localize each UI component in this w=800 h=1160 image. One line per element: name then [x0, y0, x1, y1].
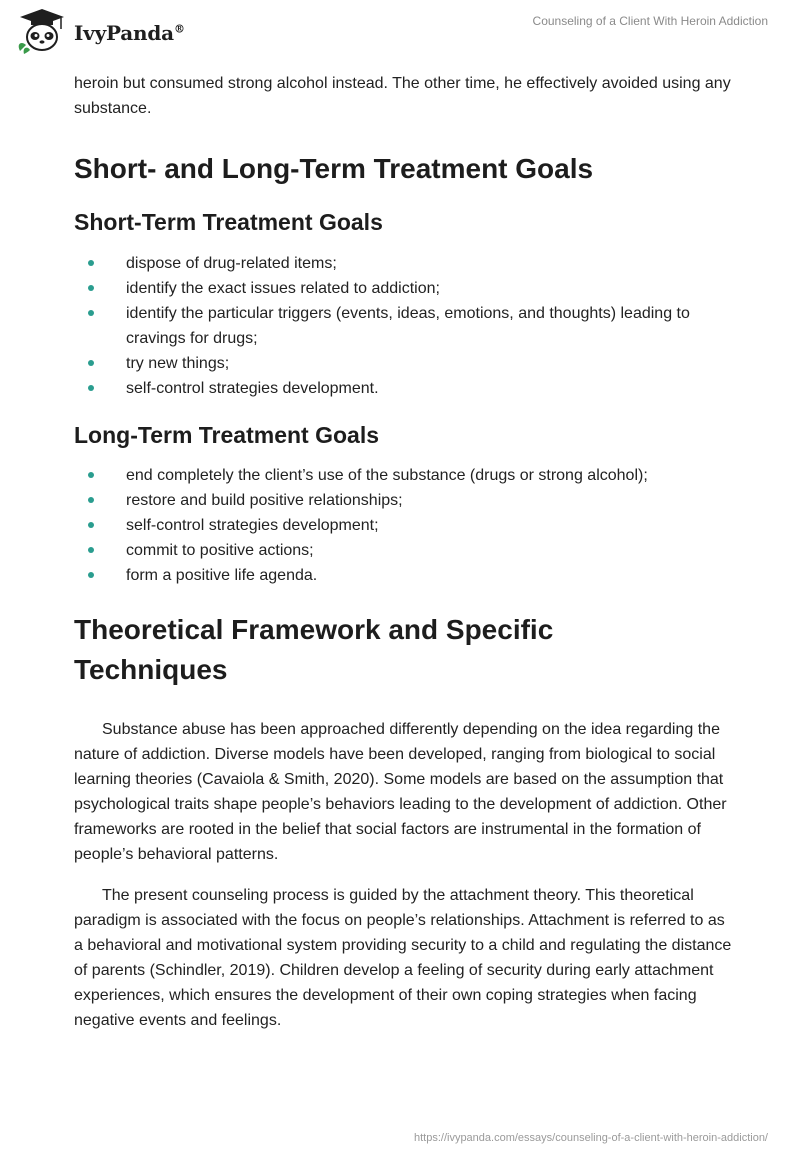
bullet-icon [88, 360, 94, 366]
bullet-icon [88, 497, 94, 503]
list-item: restore and build positive relationships; [74, 488, 734, 513]
list-item: dispose of drug-related items; [74, 251, 734, 276]
subheading-long-term: Long-Term Treatment Goals [74, 422, 380, 448]
list-item: self-control strategies development; [74, 513, 734, 538]
document-title: Counseling of a Client With Heroin Addiction [532, 14, 768, 28]
list-item: identify the particular triggers (events, ideas, emotions, and thoughts) leading to cravings for drugs; [74, 301, 734, 351]
short-term-goals-list [74, 251, 734, 401]
body-paragraph: The present counseling process is guided by the attachment theory. This theoretical paradigm is associated with the focus on people’s relationships. Attachment is referred to as a behavioral and motivational system providing security to a child and regulating the distance of parents (Schindler, 2019). Children develop a feeling of security during early attachment experiences, which ensures the development of their own coping strategies when facing negative events and feelings. [74, 887, 732, 1029]
body-paragraph: Substance abuse has been approached differently depending on the idea regarding the nature of addiction. Diverse models have been developed, ranging from biological to social learning theories (Cavaiola & Smith, 2020). Some models are based on the assumption that psychological traits shape people’s behaviors leading to the development of addiction. Other frameworks are rooted in the belief that social factors are instrumental in the formation of people’s behavioral patterns. [74, 721, 727, 863]
section-heading-framework: Theoretical Framework and Specific Techniques [74, 614, 554, 685]
list-item: self-control strategies development. [74, 376, 734, 401]
subheading-short-term: Short-Term Treatment Goals [74, 209, 383, 235]
list-item: commit to positive actions; [74, 538, 734, 563]
bullet-icon [88, 385, 94, 391]
article-body [74, 71, 734, 1033]
panda-graduate-icon [14, 7, 70, 57]
list-item: identify the exact issues related to addiction; [74, 276, 734, 301]
section-heading-goals: Short- and Long-Term Treatment Goals [74, 153, 594, 184]
bullet-icon [88, 310, 94, 316]
long-term-goals-list [74, 463, 734, 588]
bullet-icon [88, 285, 94, 291]
bullet-icon [88, 547, 94, 553]
list-item: try new things; [74, 351, 734, 376]
bullet-icon [88, 522, 94, 528]
brand-name: IvyPanda® [74, 21, 185, 45]
intro-paragraph: heroin but consumed strong alcohol instead. The other time, he effectively avoided using any substance. [74, 75, 731, 117]
list-item: end completely the client’s use of the substance (drugs or strong alcohol); [74, 463, 734, 488]
bullet-icon [88, 472, 94, 478]
ivypanda-logo[interactable] [14, 7, 185, 57]
source-url[interactable]: https://ivypanda.com/essays/counseling-of-a-client-with-heroin-addiction/ [413, 1132, 768, 1144]
bullet-icon [88, 572, 94, 578]
list-item: form a positive life agenda. [74, 563, 734, 588]
bullet-icon [88, 260, 94, 266]
page-header [0, 0, 800, 60]
